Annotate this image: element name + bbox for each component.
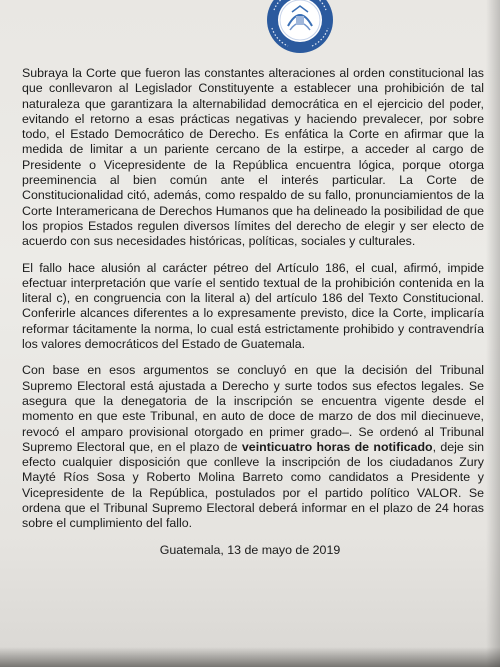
paragraph-3: [22, 363, 484, 531]
paragraph-3-bold-deadline: veinticuatro horas de notificado: [241, 439, 433, 454]
guatemala-seal-icon: [266, 0, 334, 54]
page-shadow-bottom: [0, 647, 500, 667]
paragraph-1: Subraya la Corte que fueron las constantes alteraciones al orden constitucional las que conllevaron al Legislador Constituyente a establecer una prohibición de tal naturaleza que garantizara la alternabilidad democrática en el ejercicio del poder, evitando el retorno a esas prácticas negativas y haciendo prevalecer, por sobre todo, el Estado Democrático de Derecho. Es enfática la Corte en afirmar que la medida de limitar a un pariente cercano de la estirpe, a acceder al cargo de Presidente o Vicepresidente de la República encuentra lógica, porque otorga preeminencia al bien común ante el interés particular. La Corte de Constitucionalidad citó, además, como respaldo de su fallo, pronunciamientos de la Corte Interamericana de Derechos Humanos que ha delineado la posibilidad de que los propios Estados regulen diversos límites del derecho de elegir y ser electo de acuerdo con sus necesidades históricas, políticas, sociales y culturales.: [22, 66, 484, 249]
paragraph-3-text-2: , deje sin efecto cualquier disposición que conlleve la inscripción de los ciudadanos Zury Mayté Ríos Sosa y Roberto Molina Barreto como candidatos a Presidente y Vicepresidente de la República, postulados por el partido político VALOR. Se ordena que el Tribunal Supremo Electoral deberá informar en el plazo de 24 horas sobre el cumplimiento del fallo.: [22, 439, 485, 531]
paragraph-2: El fallo hace alusión al carácter pétreo del Artículo 186, el cual, afirmó, impide efectuar interpretación que varíe el sentido textual de la prohibición contenida en la literal c), en congruencia con la literal a) del artículo 186 del Texto Constitucional. Conferirle alcances diferentes a lo expresamente previsto, dice la Corte, implicaría reformar tácitamente la norma, lo cual está estrictamente prohibido y contravendría los valores democráticos del Estado de Guatemala.: [22, 260, 484, 352]
paragraph-3-text-1: Con base en esos argumentos se concluyó en que la decisión del Tribunal Supremo Electoral está ajustada a Derecho y surte todos sus efectos legales. Se asegura que la denegatoria de la inscripción se encuentra vigente desde el momento en que este Tribunal, en auto de doce de marzo de dos mil diecinueve, revocó el amparo provisional otorgado en primer grado–. Se ordenó al Tribunal Supremo Electoral que, en el plazo de: [22, 363, 484, 454]
place-date: Guatemala, 13 de mayo de 2019: [159, 543, 341, 557]
document-body: [22, 66, 484, 543]
page-shadow-right: [486, 0, 500, 667]
